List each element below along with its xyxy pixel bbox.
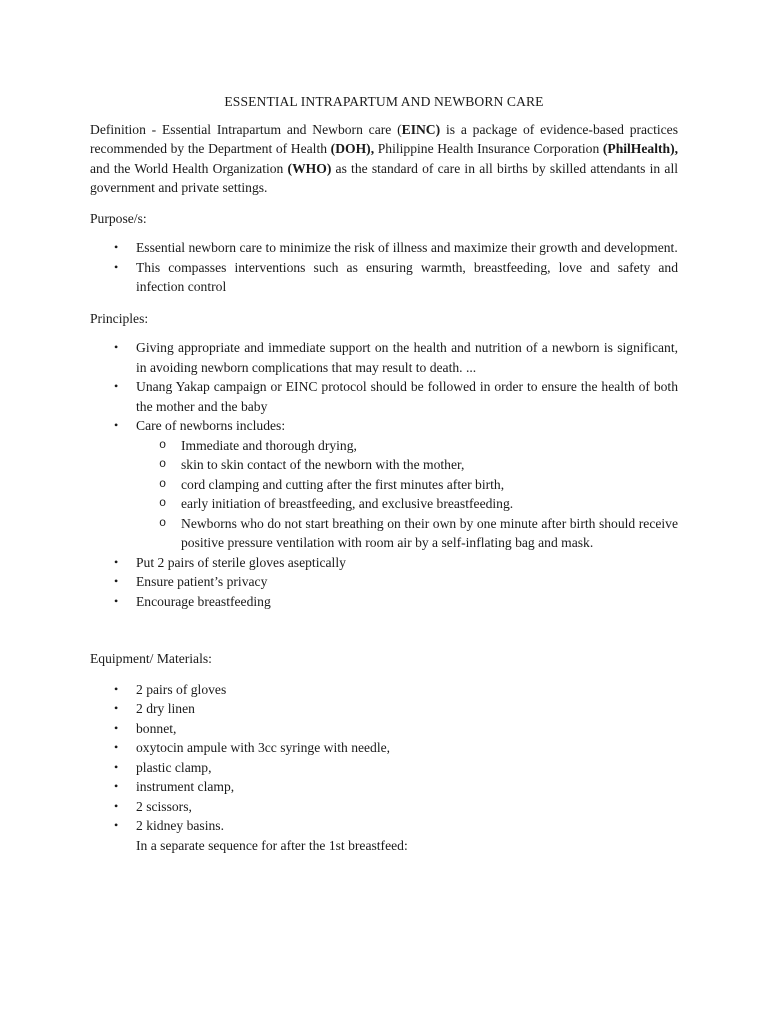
purpose-list — [90, 238, 678, 297]
document-page — [90, 92, 678, 855]
bullet-icon: • — [114, 418, 119, 432]
bullet-icon: • — [114, 593, 119, 608]
circle-bullet-icon: o — [159, 437, 167, 452]
list-item: • Giving appropriate and immediate support on the health and nutrition of a newborn is significant, in avoiding newborn complications that may result to death. ... — [114, 340, 678, 375]
equipment-list — [90, 680, 678, 836]
list-item: • This compasses interventions such as ensuring warmth, breastfeeding, love and safety and infection control — [114, 259, 678, 294]
bullet-icon: • — [114, 681, 119, 696]
circle-bullet-icon: o — [159, 515, 167, 530]
bullet-icon: • — [114, 240, 119, 254]
bullet-icon: • — [114, 798, 119, 813]
sub-list-item: o early initiation of breastfeeding, and exclusive breastfeeding. — [181, 494, 678, 514]
list-item: • Care of newborns includes: o Immediate and thorough drying, o skin to skin contact of the newborn with the mother, o cord clamping and cutting after the first minutes after birth, o early initiation of breastfeeding, and exclusive breastfeeding. o Newborns who do not start breathing on their own by one minute after birth should receive positive pressure ventilation with room air by a self-inflating bag and mask. — [136, 416, 678, 553]
list-item: • Ensure patient’s privacy — [136, 572, 678, 592]
list-item: • Essential newborn care to minimize the risk of illness and maximize their growth and development. — [136, 238, 678, 258]
equipment-heading: Equipment/ Materials: — [90, 651, 212, 666]
doh-bold: (DOH), — [330, 141, 375, 156]
purpose-heading: Purpose/s: — [90, 210, 147, 226]
list-item: • Put 2 pairs of sterile gloves aseptically — [136, 553, 678, 573]
principles-list — [90, 338, 678, 611]
bullet-icon: • — [114, 340, 119, 354]
list-item: • 2 pairs of gloves — [136, 680, 678, 700]
care-sublist — [136, 436, 678, 553]
sub-list-item: o skin to skin contact of the newborn with the mother, — [181, 455, 678, 475]
bullet-icon: • — [114, 554, 119, 569]
bullet-icon: • — [114, 740, 119, 754]
list-item: • Unang Yakap campaign or EINC protocol should be followed in order to ensure the health of both the mother and the baby — [114, 379, 678, 414]
philhealth-bold: (PhilHealth), — [602, 141, 678, 156]
document-title: ESSENTIAL INTRAPARTUM AND NEWBORN CARE — [224, 94, 544, 109]
who-bold: (WHO) — [287, 160, 332, 176]
definition-paragraph: Definition - Essential Intrapartum and Newborn care (EINC) is a package of evidence-based practices recommended by the Department of Health (DOH), Philippine Health Insurance Corporation (PhilHealth), and the World Health Organization (WHO) as the standard of care in all births by skilled attendants in all government and private settings. — [90, 121, 678, 195]
bullet-icon: • — [114, 759, 119, 774]
bullet-icon: • — [114, 574, 119, 588]
list-item: • instrument clamp, — [136, 777, 678, 797]
sub-list-item: o Immediate and thorough drying, — [181, 436, 678, 456]
circle-bullet-icon: o — [159, 496, 167, 510]
separate-sequence-note: In a separate sequence for after the 1st breastfeed: — [136, 837, 408, 853]
bullet-icon: • — [114, 818, 119, 832]
bullet-icon: • — [114, 259, 119, 274]
sub-list-item: o cord clamping and cutting after the first minutes after birth, — [181, 475, 678, 495]
list-item: • bonnet, — [136, 719, 678, 739]
list-item: • 2 dry linen — [136, 699, 678, 719]
circle-bullet-icon: o — [159, 457, 167, 471]
bullet-icon: • — [114, 720, 119, 735]
einc-bold: EINC) — [401, 121, 441, 137]
list-item: • 2 kidney basins. — [136, 816, 678, 836]
circle-bullet-icon: o — [159, 476, 167, 491]
list-item: • plastic clamp, — [136, 758, 678, 778]
bullet-icon: • — [114, 379, 119, 393]
principles-heading: Principles: — [90, 310, 149, 326]
sub-list-item: o Newborns who do not start breathing on their own by one minute after birth should receive positive pressure ventilation with room air by a self-inflating bag and mask. — [159, 515, 678, 550]
list-item: • Encourage breastfeeding — [136, 592, 678, 612]
list-item: • 2 scissors, — [136, 797, 678, 817]
bullet-icon: • — [114, 779, 119, 793]
bullet-icon: • — [114, 701, 119, 715]
list-item: • oxytocin ampule with 3cc syringe with needle, — [136, 738, 678, 758]
